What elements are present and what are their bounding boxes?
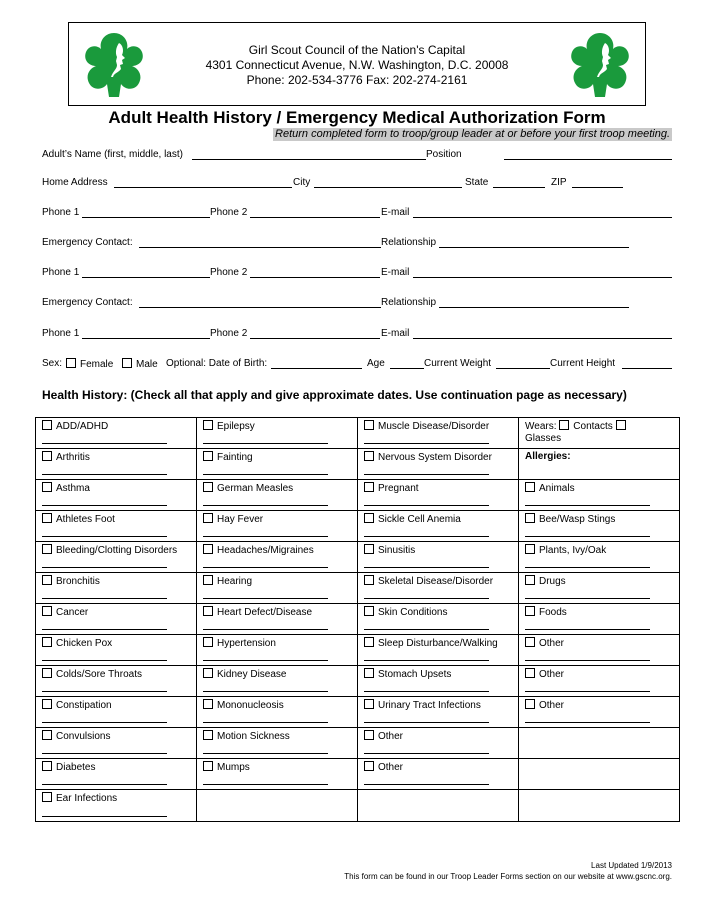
condition-checkbox[interactable] bbox=[203, 637, 213, 647]
allergy-date-field[interactable] bbox=[525, 536, 650, 537]
condition-checkbox[interactable] bbox=[203, 451, 213, 461]
condition-cell bbox=[358, 728, 519, 759]
condition-checkbox[interactable] bbox=[364, 482, 374, 492]
condition-cell bbox=[358, 449, 519, 480]
condition-date-field[interactable] bbox=[203, 753, 328, 754]
allergy-date-field[interactable] bbox=[525, 722, 650, 723]
condition-cell bbox=[36, 573, 197, 604]
condition-checkbox[interactable] bbox=[42, 668, 52, 678]
condition-cell bbox=[197, 728, 358, 759]
allergy-date-field[interactable] bbox=[525, 505, 650, 506]
condition-label: Convulsions bbox=[56, 731, 111, 742]
condition-cell bbox=[358, 697, 519, 728]
contacts-label: Contacts bbox=[573, 421, 613, 432]
condition-cell bbox=[197, 759, 358, 790]
condition-date-field[interactable] bbox=[203, 567, 328, 568]
condition-date-field[interactable] bbox=[42, 474, 167, 475]
condition-label: Heart Defect/Disease bbox=[217, 607, 313, 618]
allergy-label: Animals bbox=[539, 483, 575, 494]
condition-date-field[interactable] bbox=[203, 660, 328, 661]
empty-cell bbox=[519, 728, 680, 759]
condition-checkbox[interactable] bbox=[364, 637, 374, 647]
current-weight-field[interactable] bbox=[496, 358, 550, 369]
female-checkbox[interactable] bbox=[66, 358, 76, 368]
condition-date-field[interactable] bbox=[42, 816, 167, 817]
condition-label: Arthritis bbox=[56, 452, 90, 463]
condition-checkbox[interactable] bbox=[42, 761, 52, 771]
condition-label: Ear Infections bbox=[56, 793, 118, 804]
condition-checkbox[interactable] bbox=[364, 606, 374, 616]
trefoil-logo-icon bbox=[569, 31, 631, 99]
condition-checkbox[interactable] bbox=[42, 513, 52, 523]
name-row bbox=[42, 149, 672, 163]
condition-date-field[interactable] bbox=[42, 660, 167, 661]
address-row bbox=[42, 177, 672, 191]
phone-row-1 bbox=[42, 207, 672, 221]
relationship-field[interactable] bbox=[439, 237, 629, 248]
condition-label: Stomach Upsets bbox=[378, 669, 452, 680]
condition-date-field[interactable] bbox=[42, 536, 167, 537]
condition-label: Epilepsy bbox=[217, 421, 255, 432]
condition-cell bbox=[197, 697, 358, 728]
condition-checkbox[interactable] bbox=[42, 482, 52, 492]
condition-cell bbox=[36, 542, 197, 573]
condition-checkbox[interactable] bbox=[364, 730, 374, 740]
condition-cell bbox=[358, 573, 519, 604]
condition-label: German Measles bbox=[217, 483, 294, 494]
sex-label: Sex: bbox=[42, 358, 63, 369]
allergy-checkbox[interactable] bbox=[525, 606, 535, 616]
condition-date-field[interactable] bbox=[364, 474, 489, 475]
condition-label: Chicken Pox bbox=[56, 638, 113, 649]
condition-label: Headaches/Migraines bbox=[217, 545, 314, 556]
condition-checkbox[interactable] bbox=[364, 451, 374, 461]
female-option[interactable] bbox=[66, 358, 113, 370]
city-field[interactable] bbox=[314, 177, 462, 188]
allergies-heading: Allergies: bbox=[525, 451, 571, 462]
table-row bbox=[36, 759, 680, 790]
health-history-heading: Health History: (Check all that apply and give approximate dates. Use continuation page as necessary) bbox=[42, 388, 627, 402]
condition-checkbox[interactable] bbox=[203, 761, 213, 771]
email-label: E-mail bbox=[381, 328, 410, 339]
condition-cell bbox=[519, 635, 680, 666]
condition-label: Mumps bbox=[217, 762, 250, 773]
condition-checkbox[interactable] bbox=[42, 575, 52, 585]
allergy-checkbox[interactable] bbox=[525, 575, 535, 585]
condition-checkbox[interactable] bbox=[364, 668, 374, 678]
condition-cell bbox=[36, 635, 197, 666]
condition-cell bbox=[197, 418, 358, 449]
condition-cell bbox=[519, 511, 680, 542]
glasses-checkbox[interactable] bbox=[616, 420, 626, 430]
condition-cell bbox=[197, 666, 358, 697]
emergency-contact-field[interactable] bbox=[139, 237, 381, 248]
condition-checkbox[interactable] bbox=[42, 544, 52, 554]
emergency-contact-label: Emergency Contact: bbox=[42, 237, 133, 248]
condition-checkbox[interactable] bbox=[364, 513, 374, 523]
condition-label: Asthma bbox=[56, 483, 90, 494]
email-field[interactable] bbox=[413, 207, 672, 218]
emergency-contact-row-2 bbox=[42, 297, 672, 311]
phone-row-3 bbox=[42, 328, 672, 342]
condition-label: Hypertension bbox=[217, 638, 276, 649]
condition-checkbox[interactable] bbox=[364, 420, 374, 430]
condition-label: Kidney Disease bbox=[217, 669, 287, 680]
health-history-grid bbox=[35, 417, 680, 822]
condition-cell bbox=[36, 697, 197, 728]
allergy-checkbox[interactable] bbox=[525, 544, 535, 554]
condition-cell bbox=[197, 635, 358, 666]
table-row bbox=[36, 790, 680, 822]
condition-cell bbox=[197, 449, 358, 480]
phone2-field[interactable] bbox=[250, 328, 380, 339]
condition-date-field[interactable] bbox=[364, 660, 489, 661]
condition-cell bbox=[519, 480, 680, 511]
zip-label: ZIP bbox=[551, 177, 567, 188]
table-row bbox=[36, 511, 680, 542]
letterhead bbox=[68, 22, 646, 106]
condition-date-field[interactable] bbox=[203, 474, 328, 475]
condition-checkbox[interactable] bbox=[42, 699, 52, 709]
condition-checkbox[interactable] bbox=[203, 513, 213, 523]
email-label: E-mail bbox=[381, 207, 410, 218]
condition-cell bbox=[519, 697, 680, 728]
city-label: City bbox=[293, 177, 311, 188]
phone2-label: Phone 2 bbox=[210, 328, 248, 339]
condition-checkbox[interactable] bbox=[42, 606, 52, 616]
condition-checkbox[interactable] bbox=[42, 637, 52, 647]
condition-date-field[interactable] bbox=[203, 598, 328, 599]
condition-checkbox[interactable] bbox=[203, 606, 213, 616]
condition-checkbox[interactable] bbox=[364, 575, 374, 585]
condition-label: Pregnant bbox=[378, 483, 419, 494]
condition-date-field[interactable] bbox=[42, 505, 167, 506]
email-label: E-mail bbox=[381, 267, 410, 278]
condition-checkbox[interactable] bbox=[42, 730, 52, 740]
condition-cell bbox=[519, 666, 680, 697]
state-field[interactable] bbox=[493, 177, 545, 188]
condition-checkbox[interactable] bbox=[203, 699, 213, 709]
female-label: Female bbox=[80, 359, 114, 370]
condition-date-field[interactable] bbox=[203, 505, 328, 506]
male-checkbox[interactable] bbox=[122, 358, 132, 368]
condition-checkbox[interactable] bbox=[203, 730, 213, 740]
phone1-label: Phone 1 bbox=[42, 267, 80, 278]
allergy-date-field[interactable] bbox=[525, 598, 650, 599]
home-address-label: Home Address bbox=[42, 177, 108, 188]
emergency-contact-field[interactable] bbox=[139, 297, 381, 308]
website-note: This form can be found in our Troop Leader Forms section on our website at www.gscnc.org. bbox=[344, 872, 672, 881]
wears-cell bbox=[519, 418, 680, 449]
allergy-date-field[interactable] bbox=[525, 660, 650, 661]
condition-date-field[interactable] bbox=[364, 443, 489, 444]
wears-label: Wears: bbox=[525, 421, 557, 432]
home-address-field[interactable] bbox=[114, 177, 292, 188]
condition-cell bbox=[519, 542, 680, 573]
allergy-label: Drugs bbox=[539, 576, 566, 587]
glasses-label: Glasses bbox=[525, 433, 562, 444]
condition-date-field[interactable] bbox=[203, 443, 328, 444]
adult-name-field[interactable] bbox=[192, 149, 426, 160]
condition-label: Other bbox=[378, 731, 404, 742]
allergy-label: Other bbox=[539, 700, 565, 711]
male-label: Male bbox=[136, 359, 158, 370]
allergy-date-field[interactable] bbox=[525, 629, 650, 630]
condition-cell bbox=[358, 759, 519, 790]
allergy-checkbox[interactable] bbox=[525, 513, 535, 523]
allergies-header-cell bbox=[519, 449, 680, 480]
condition-cell bbox=[36, 449, 197, 480]
condition-label: Hay Fever bbox=[217, 514, 264, 525]
emergency-contact-row-1 bbox=[42, 237, 672, 251]
condition-cell bbox=[197, 604, 358, 635]
condition-label: Urinary Tract Infections bbox=[378, 700, 481, 711]
current-height-field[interactable] bbox=[622, 358, 672, 369]
table-row bbox=[36, 480, 680, 511]
org-name: Girl Scout Council of the Nation's Capital bbox=[248, 43, 466, 57]
condition-date-field[interactable] bbox=[203, 691, 328, 692]
relationship-field[interactable] bbox=[439, 297, 629, 308]
org-phone-fax: Phone: 202-534-3776 Fax: 202-274-2161 bbox=[246, 73, 468, 87]
table-row bbox=[36, 604, 680, 635]
allergy-date-field[interactable] bbox=[525, 691, 650, 692]
condition-checkbox[interactable] bbox=[203, 482, 213, 492]
allergy-checkbox[interactable] bbox=[525, 699, 535, 709]
allergy-label: Plants, Ivy/Oak bbox=[539, 545, 607, 556]
form-title: Adult Health History / Emergency Medical Authorization Form bbox=[108, 108, 606, 127]
condition-checkbox[interactable] bbox=[203, 668, 213, 678]
condition-label: Constipation bbox=[56, 700, 112, 711]
condition-cell bbox=[36, 666, 197, 697]
phone1-label: Phone 1 bbox=[42, 207, 80, 218]
condition-date-field[interactable] bbox=[364, 629, 489, 630]
condition-label: ADD/ADHD bbox=[56, 421, 109, 432]
condition-label: Sinusitis bbox=[378, 545, 416, 556]
condition-label: Muscle Disease/Disorder bbox=[378, 421, 490, 432]
condition-cell bbox=[36, 790, 197, 822]
condition-label: Bleeding/Clotting Disorders bbox=[56, 545, 178, 556]
trefoil-logo-icon bbox=[83, 31, 145, 99]
allergy-checkbox[interactable] bbox=[525, 637, 535, 647]
form-instructions: Return completed form to troop/group leader at or before your first troop meeting. bbox=[275, 128, 670, 140]
condition-cell bbox=[197, 573, 358, 604]
condition-cell bbox=[36, 728, 197, 759]
condition-cell bbox=[197, 542, 358, 573]
condition-date-field[interactable] bbox=[42, 753, 167, 754]
condition-cell bbox=[197, 511, 358, 542]
allergy-date-field[interactable] bbox=[525, 567, 650, 568]
adult-name-label: Adult’s Name (first, middle, last) bbox=[42, 149, 183, 160]
phone1-field[interactable] bbox=[82, 207, 210, 218]
condition-date-field[interactable] bbox=[42, 567, 167, 568]
zip-field[interactable] bbox=[572, 177, 623, 188]
phone2-label: Phone 2 bbox=[210, 267, 248, 278]
condition-cell bbox=[519, 573, 680, 604]
table-row bbox=[36, 728, 680, 759]
condition-date-field[interactable] bbox=[364, 784, 489, 785]
condition-label: Motion Sickness bbox=[217, 731, 290, 742]
current-weight-label: Current Weight bbox=[424, 358, 492, 369]
condition-date-field[interactable] bbox=[203, 536, 328, 537]
condition-cell bbox=[36, 604, 197, 635]
table-row bbox=[36, 449, 680, 480]
allergy-label: Foods bbox=[539, 607, 567, 618]
condition-date-field[interactable] bbox=[42, 629, 167, 630]
condition-cell bbox=[36, 511, 197, 542]
allergy-checkbox[interactable] bbox=[525, 482, 535, 492]
condition-cell bbox=[519, 604, 680, 635]
empty-cell bbox=[197, 790, 358, 822]
condition-checkbox[interactable] bbox=[42, 420, 52, 430]
condition-checkbox[interactable] bbox=[364, 761, 374, 771]
condition-cell bbox=[358, 604, 519, 635]
condition-label: Fainting bbox=[217, 452, 253, 463]
condition-cell bbox=[197, 480, 358, 511]
phone1-label: Phone 1 bbox=[42, 328, 80, 339]
condition-date-field[interactable] bbox=[364, 753, 489, 754]
condition-checkbox[interactable] bbox=[42, 792, 52, 802]
last-updated: Last Updated 1/9/2013 bbox=[591, 861, 672, 870]
empty-cell bbox=[519, 790, 680, 822]
empty-cell bbox=[358, 790, 519, 822]
dob-field[interactable] bbox=[271, 358, 362, 369]
condition-label: Sickle Cell Anemia bbox=[378, 514, 461, 525]
emergency-contact-label: Emergency Contact: bbox=[42, 297, 133, 308]
contacts-checkbox[interactable] bbox=[559, 420, 569, 430]
condition-date-field[interactable] bbox=[203, 784, 328, 785]
condition-cell bbox=[358, 666, 519, 697]
condition-date-field[interactable] bbox=[364, 691, 489, 692]
dob-label: Optional: Date of Birth: bbox=[166, 358, 268, 369]
table-row bbox=[36, 573, 680, 604]
allergy-label: Bee/Wasp Stings bbox=[539, 514, 616, 525]
empty-cell bbox=[519, 759, 680, 790]
condition-cell bbox=[358, 511, 519, 542]
allergy-label: Other bbox=[539, 669, 565, 680]
current-height-label: Current Height bbox=[550, 358, 616, 369]
condition-checkbox[interactable] bbox=[42, 451, 52, 461]
condition-date-field[interactable] bbox=[42, 443, 167, 444]
condition-date-field[interactable] bbox=[364, 722, 489, 723]
condition-label: Skeletal Disease/Disorder bbox=[378, 576, 494, 587]
age-field[interactable] bbox=[390, 358, 424, 369]
org-address: 4301 Connecticut Avenue, N.W. Washington, D.C. 20008 bbox=[205, 58, 509, 72]
position-field[interactable] bbox=[504, 149, 672, 160]
table-row bbox=[36, 697, 680, 728]
condition-cell bbox=[358, 635, 519, 666]
allergy-checkbox[interactable] bbox=[525, 668, 535, 678]
phone-row-2 bbox=[42, 267, 672, 281]
phone2-field[interactable] bbox=[250, 267, 380, 278]
condition-checkbox[interactable] bbox=[203, 544, 213, 554]
condition-label: Diabetes bbox=[56, 762, 96, 773]
condition-date-field[interactable] bbox=[42, 784, 167, 785]
condition-label: Cancer bbox=[56, 607, 89, 618]
condition-label: Athletes Foot bbox=[56, 514, 115, 525]
condition-cell bbox=[358, 418, 519, 449]
condition-checkbox[interactable] bbox=[364, 544, 374, 554]
condition-date-field[interactable] bbox=[203, 629, 328, 630]
condition-date-field[interactable] bbox=[42, 722, 167, 723]
table-row bbox=[36, 666, 680, 697]
condition-date-field[interactable] bbox=[364, 598, 489, 599]
council-info bbox=[159, 43, 555, 88]
email-field[interactable] bbox=[413, 267, 672, 278]
condition-label: Nervous System Disorder bbox=[378, 452, 492, 463]
condition-date-field[interactable] bbox=[203, 722, 328, 723]
demographics-row bbox=[42, 358, 672, 372]
state-label: State bbox=[465, 177, 489, 188]
condition-date-field[interactable] bbox=[364, 567, 489, 568]
phone1-field[interactable] bbox=[82, 328, 210, 339]
condition-date-field[interactable] bbox=[42, 691, 167, 692]
condition-label: Colds/Sore Throats bbox=[56, 669, 142, 680]
condition-cell bbox=[36, 480, 197, 511]
table-row bbox=[36, 635, 680, 666]
condition-label: Bronchitis bbox=[56, 576, 100, 587]
condition-date-field[interactable] bbox=[364, 536, 489, 537]
phone2-label: Phone 2 bbox=[210, 207, 248, 218]
condition-label: Sleep Disturbance/Walking bbox=[378, 638, 498, 649]
condition-cell bbox=[36, 418, 197, 449]
condition-label: Mononucleosis bbox=[217, 700, 284, 711]
relationship-label: Relationship bbox=[381, 297, 437, 308]
condition-cell bbox=[358, 542, 519, 573]
email-field[interactable] bbox=[413, 328, 672, 339]
condition-checkbox[interactable] bbox=[203, 575, 213, 585]
phone1-field[interactable] bbox=[82, 267, 210, 278]
allergy-label: Other bbox=[539, 638, 565, 649]
table-row bbox=[36, 418, 680, 449]
condition-checkbox[interactable] bbox=[203, 420, 213, 430]
condition-date-field[interactable] bbox=[364, 505, 489, 506]
condition-label: Skin Conditions bbox=[378, 607, 448, 618]
condition-checkbox[interactable] bbox=[364, 699, 374, 709]
phone2-field[interactable] bbox=[250, 207, 380, 218]
table-row bbox=[36, 542, 680, 573]
male-option[interactable] bbox=[122, 358, 158, 370]
condition-label: Other bbox=[378, 762, 404, 773]
relationship-label: Relationship bbox=[381, 237, 437, 248]
condition-cell bbox=[358, 480, 519, 511]
condition-date-field[interactable] bbox=[42, 598, 167, 599]
condition-label: Hearing bbox=[217, 576, 253, 587]
age-label: Age bbox=[367, 358, 385, 369]
condition-cell bbox=[36, 759, 197, 790]
position-label: Position bbox=[426, 149, 462, 160]
